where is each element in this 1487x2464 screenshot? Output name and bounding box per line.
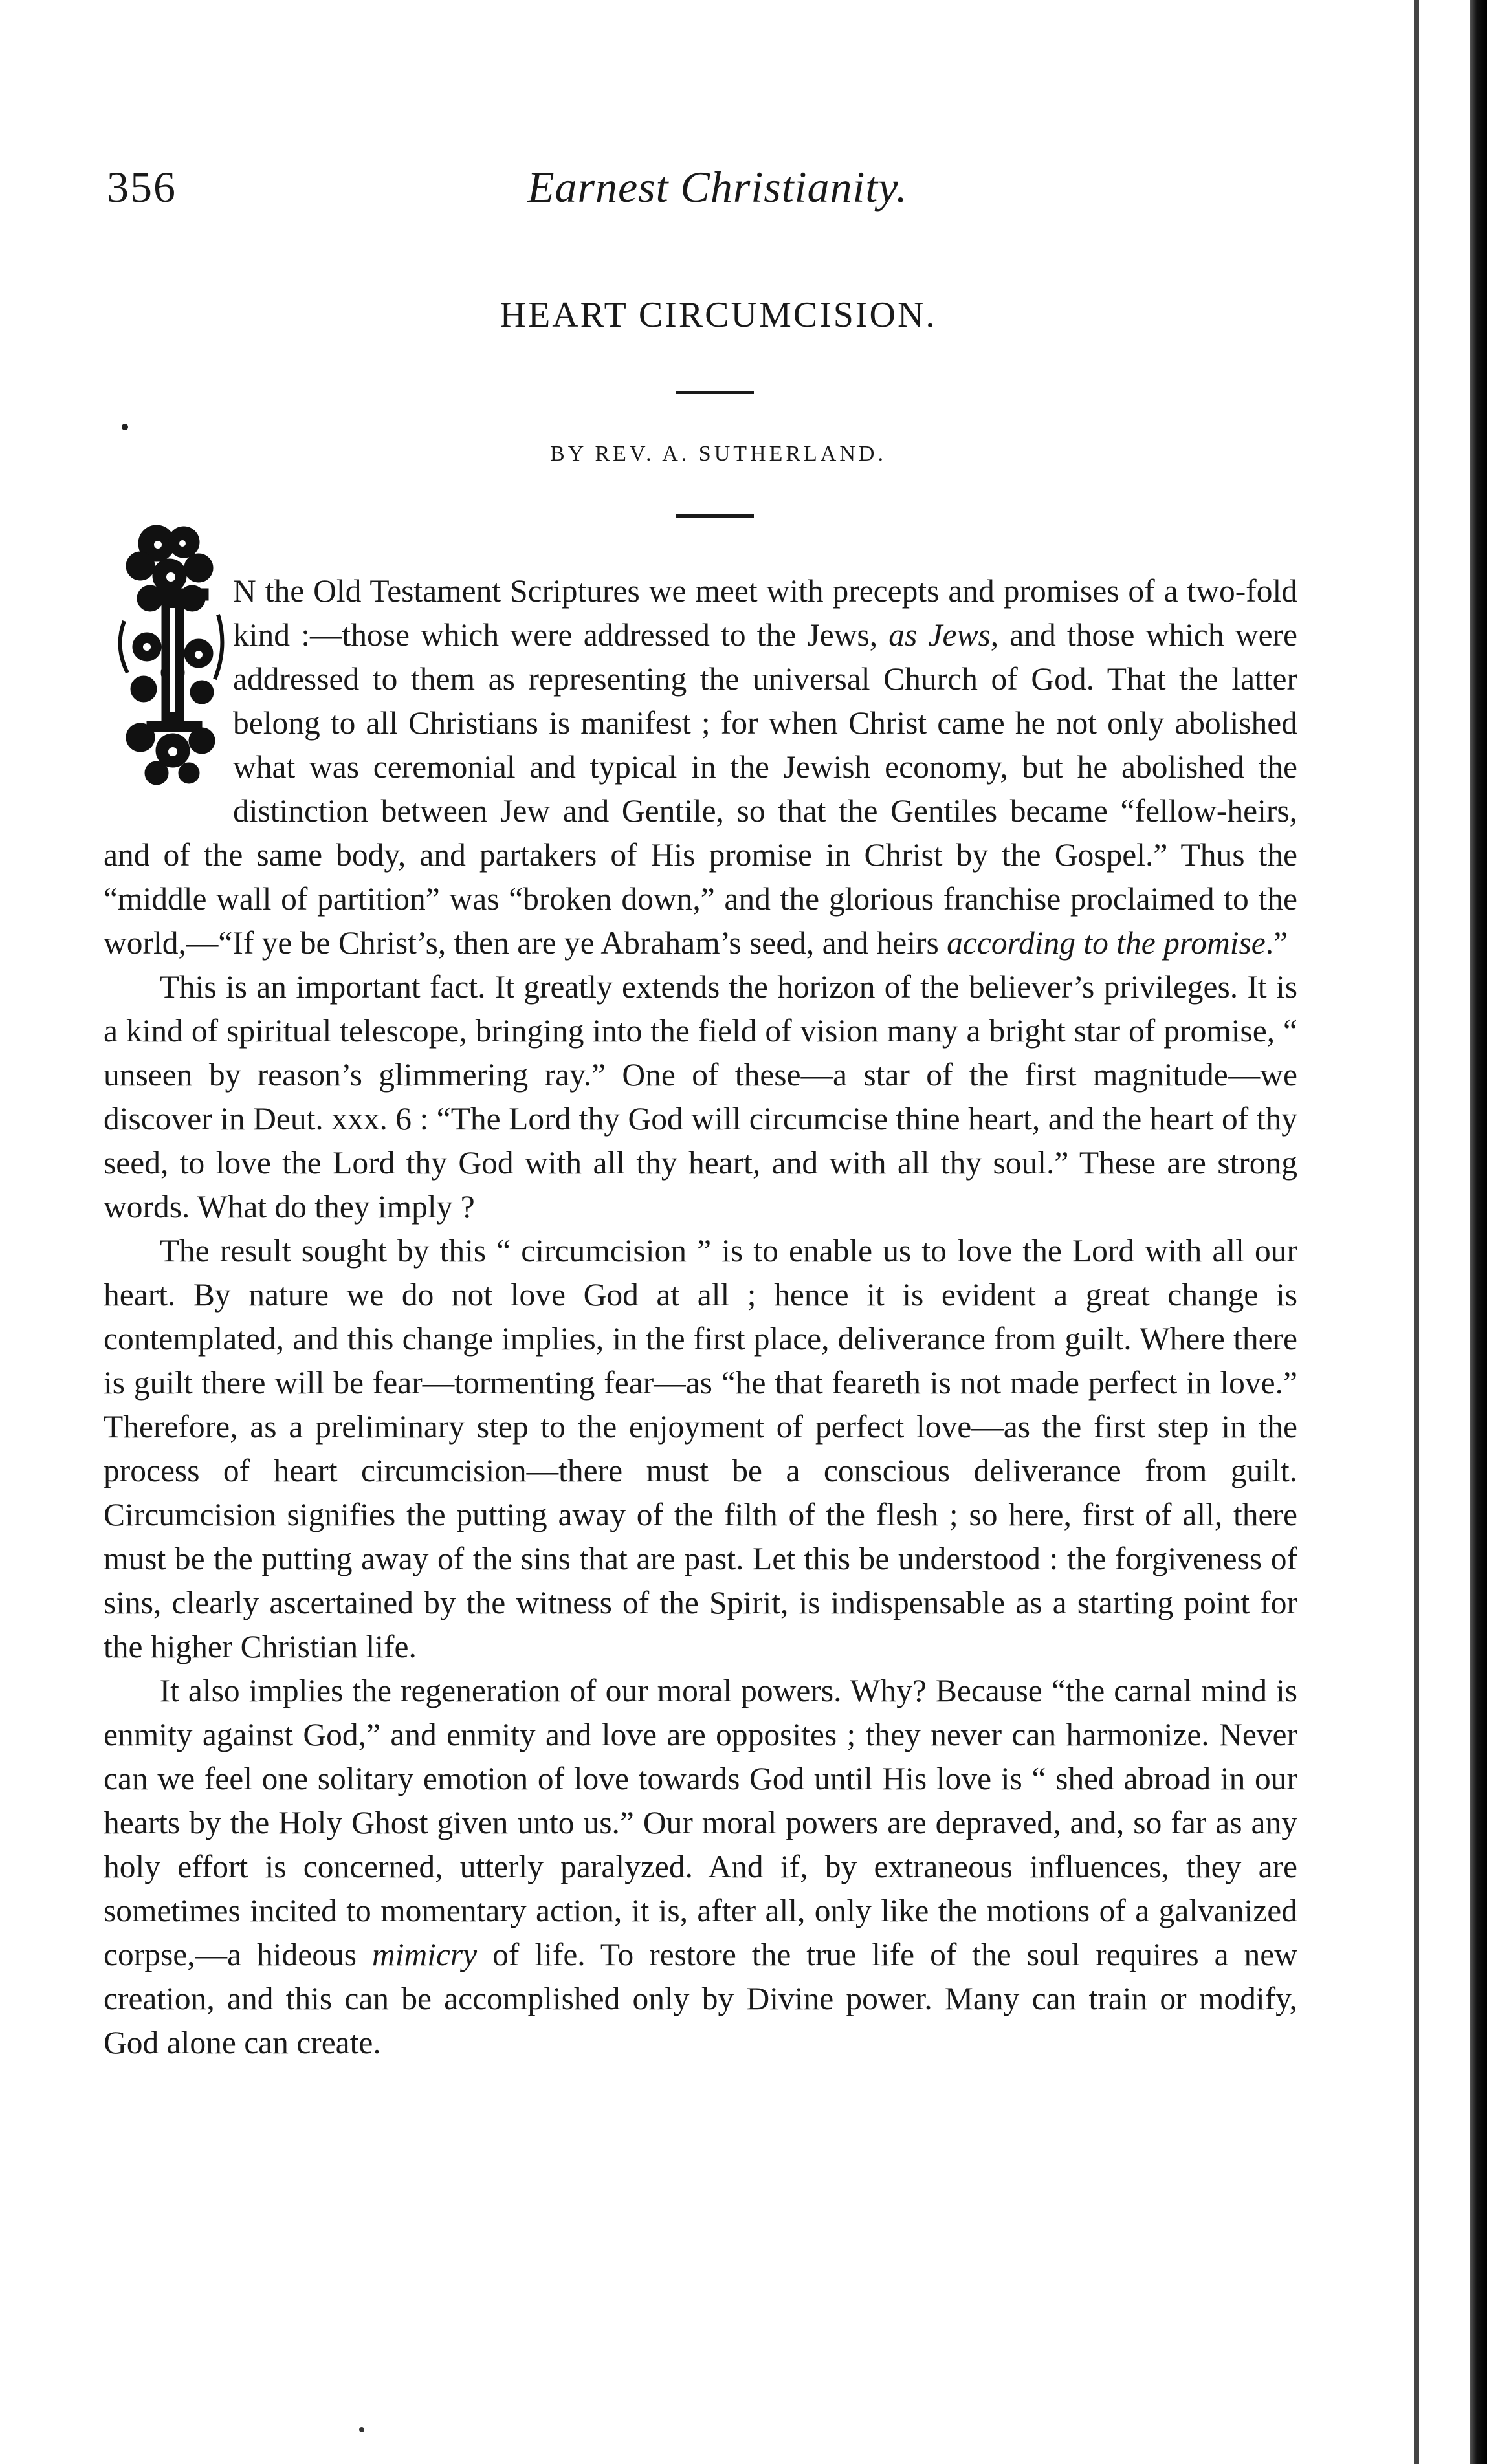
- title-rule: [676, 391, 754, 394]
- article-title: HEART CIRCUMCISION.: [500, 295, 937, 335]
- page-number: 356: [107, 162, 177, 212]
- binding-line: [1414, 0, 1419, 2464]
- dropcap-spacer: [104, 569, 233, 831]
- italic-segment: according to the promise: [947, 925, 1266, 961]
- text-segment: N the Old Testament Scriptures we meet with precepts and promises of a two-fold kind :—those which were addressed to the Jews,: [233, 573, 1297, 653]
- paragraph: [104, 965, 1297, 1229]
- text-segment: The result sought by this “ circumcision ” is to enable us to love the Lord with all our heart. By nature we do not love God at all ; hence it is evident a great change is contemplated, and this change implies, in the first place, deliverance from guilt. Where there is guilt there will be fear—tormenting fear—as “he that feareth is not made perfect in love.” Therefore, as a preliminary step to the enjoyment of perfect love—as the first step in the process of heart circumcision—there must be a conscious deliverance from guilt. Circumcision signifies the putting away of the filth of the flesh ; so here, first of all, there must be the putting away of the sins that are past. Let this be understood : the forgiveness of sins, clearly ascertained by the witness of the Spirit, is indispensable as a starting point for the higher Christian life.: [104, 1233, 1297, 1664]
- running-head: Earnest Christianity.: [527, 162, 908, 212]
- stray-dot: [122, 424, 128, 430]
- byline-rule: [676, 514, 754, 518]
- paragraph: [104, 569, 1297, 965]
- text-segment: .”: [1265, 925, 1288, 961]
- italic-segment: as Jews: [888, 617, 991, 653]
- text-segment: , and those which were addressed to them as representing the universal Church of God. That the latter belong to all Christians is manifest ; for when Christ came he not only abolished what was ceremonial and typical in the Jewish economy, but he abolished the distinction between Jew and Gentile, so that the Gentiles became “fellow-heirs, and of the same body, and partakers of His promise in Christ by the Gospel.” Thus the “middle wall of partition” was “broken down,” and the glorious franchise proclaimed to the world,—“If ye be Christ’s, then are ye Abraham’s seed, and heirs: [104, 617, 1298, 961]
- text-segment: This is an important fact. It greatly extends the horizon of the believer’s privileges. It is a kind of spiritual telescope, bringing into the field of vision many a bright star of promise, “ unseen by reason’s glimmering ray.” One of these—a star of the first magnitude—we discover in Deut. xxx. 6 : “The Lord thy God will circumcise thine heart, and the heart of thy seed, to love the Lord thy God with all thy heart, and with all thy soul.” These are strong words. What do they imply ?: [104, 969, 1297, 1225]
- text-segment: of life. To restore the true life of the soul requires a new creation, and this can be accomplished only by Divine power. Many can train or modify, God alone can create.: [104, 1937, 1297, 2060]
- paragraph: [104, 1669, 1297, 2065]
- italic-segment: mimicry: [371, 1937, 478, 1972]
- article-body: [104, 569, 1297, 2065]
- byline: BY REV. A. SUTHERLAND.: [550, 442, 887, 466]
- text-segment: It also implies the regeneration of our moral powers. Why? Because “the carnal mind is enmity against God,” and enmity and love are opposites ; they never can harmonize. Never can we feel one solitary emotion of love towards God until His love is “ shed abroad in our hearts by the Holy Ghost given unto us.” Our moral powers are depraved, and, so far as any holy effort is concerned, utterly paralyzed. And if, by extraneous influences, they are sometimes incited to momentary action, it is, after all, only like the motions of a galvanized corpse,—a hideous: [104, 1673, 1297, 1972]
- paragraph: [104, 1229, 1297, 1669]
- bottom-dot: [359, 2427, 364, 2432]
- binding-shadow: [1470, 0, 1487, 2464]
